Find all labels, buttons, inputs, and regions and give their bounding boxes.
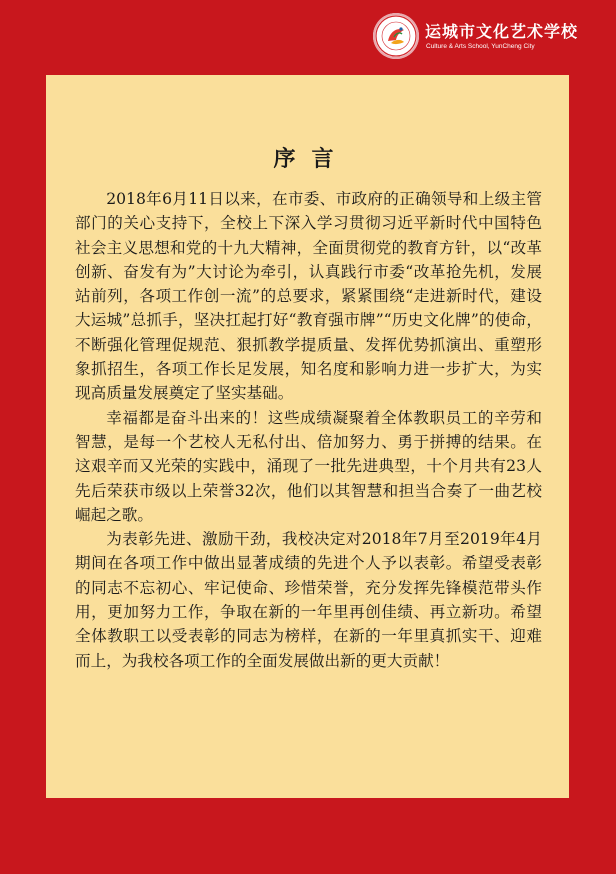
school-name: 运城市文化艺术学校	[425, 22, 579, 41]
paragraph: 幸福都是奋斗出来的！这些成绩凝聚着全体教职员工的辛劳和智慧，是每一个艺校人无私付出、倍加努力、勇于拼搏的结果。在这艰辛而又光荣的实践中，涌现了一批先进典型，十个月共有23人先后荣获市级以上荣誉32次，他们以其智慧和担当合奏了一曲艺校崛起之歌。	[75, 408, 542, 524]
document-page	[46, 75, 569, 798]
paragraph: 为表彰先进、激励干劲，我校决定对2018年7月至2019年4月期间在各项工作中做出显著成绩的先进个人予以表彰。希望受表彰的同志不忘初心、牢记使命、珍惜荣誉，充分发挥先锋模范带头作用，更加努力工作，争取在新的一年里再创佳绩、再立新功。希望全体教职工以受表彰的同志为榜样，在新的一年里真抓实干、迎难而上，为我校各项工作的全面发展做出新的更大贡献！	[75, 530, 542, 670]
school-name-english: Culture & Arts School, YunCheng City	[426, 43, 535, 50]
school-emblem-icon	[373, 13, 419, 59]
header	[0, 0, 616, 74]
page-title: 序言	[273, 146, 350, 172]
document-body	[75, 187, 542, 673]
paragraph: 2018年6月11日以来，在市委、市政府的正确领导和上级主管部门的关心支持下，全校上下深入学习贯彻习近平新时代中国特色社会主义思想和党的十九大精神，全面贯彻党的教育方针，以“改革创新、奋发有为”大讨论为牵引，认真践行市委“改革抢先机，发展站前列，各项工作创一流”的总要求，紧紧围绕“走进新时代，建设大运城”总抓手，坚决扛起打好“教育强市牌”“历史文化牌”的使命，不断强化管理促规范、狠抓教学提质量、发挥优势抓演出、重塑形象抓招生，各项工作长足发展，知名度和影响力进一步扩大，为实现高质量发展奠定了坚实基础。	[75, 190, 542, 403]
